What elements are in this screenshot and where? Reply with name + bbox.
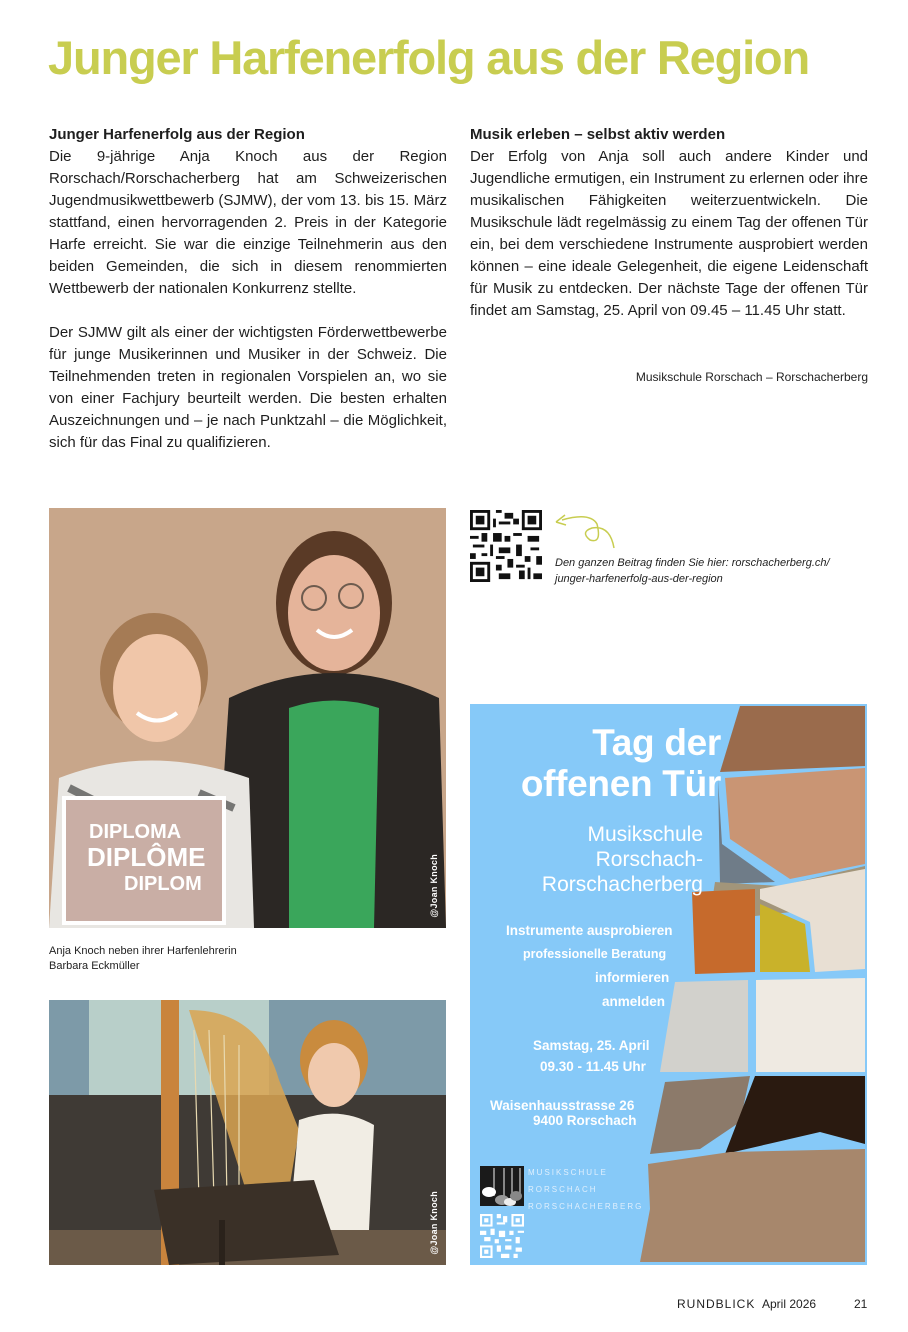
poster-school-name [542,822,703,897]
qr-code-icon[interactable] [470,510,542,582]
photo2-illustration [49,1000,446,1265]
photo-credit: @Joan Knoch [429,1191,439,1255]
article-paragraph: Die 9-jährige Anja Knoch aus der Region Rorschach/Rorschacherberg hat am Schweizerischen Jugendmusikwettbewerb (SJMW), der vom 13. bis 15. März stattfand, einen hervorragenden 2. Preis in der Kategorie Harfe erreicht. Sie war die einzige Teilnehmerin aus den beiden Gemeinden, die sich in diesem renommierten Wettbewerb der nationalen Konkurrenz stellte. [49,148,447,297]
page-number: 21 [854,1297,868,1311]
photo1-illustration [49,508,446,928]
open-day-poster [470,704,867,1265]
poster-street: Waisenhausstrasse 26 [490,1098,635,1113]
magazine-name: RUNDBLICK [677,1297,756,1311]
music-notes-icon [480,1166,524,1206]
music-school-logo-text [528,1164,643,1215]
article-link-text[interactable] [555,555,875,587]
link-line: junger-harfenerfolg-aus-der-region [555,573,723,585]
caption-line: Barbara Eckmüller [49,960,140,972]
poster-feature: professionelle Beratung [523,947,667,961]
poster-school-line: Musikschule [587,823,703,846]
poster-title [521,722,721,804]
page-headline: Junger Harfenerfolg aus der Region [48,31,809,84]
footer-issue: April 2026 [762,1297,817,1311]
poster-time: 09.30 - 11.45 Uhr [540,1059,646,1074]
article-left-column [49,124,447,454]
logo-text-line: MUSIKSCHULE [528,1168,608,1177]
logo-text-line: RORSCHACH [528,1185,598,1194]
photo-harp-performance [49,1000,446,1265]
section-heading: Musik erleben – selbst aktiv werden [470,126,726,143]
svg-text:DIPLÔME: DIPLÔME [87,842,206,872]
logo-text-line: RORSCHACHERBERG [528,1202,644,1211]
photo-credit: @Joan Knoch [429,854,439,918]
curved-arrow-icon [552,510,622,550]
article-paragraph: Der Erfolg von Anja soll auch andere Kinder und Jugendliche ermutigen, ein Instrument zu erlernen oder ihre musikalischen Fähigkeiten weiterzuentwickeln. Die Musikschule lädt regelmässig zu einem Tag der offenen Tür ein, bei dem verschiedene Instrumente ausprobiert werden können – eine ideale Gelegenheit, die eigene Leidenschaft für Musik zu entdecken. Der nächste Tage der offenen Tür findet am Samstag, 25. April von 09.45 – 11.45 Uhr statt. [470,148,868,319]
poster-title-line: offenen Tür [520,763,721,804]
article-paragraph: Der SJMW gilt als einer der wichtigsten Förderwettbewerbe für junge Musikerinnen und Musiker in der Schweiz. Die Teilnehmenden treten in regionalen Vorspielen an, wo sie von einer Fachjury beurteilt werden. Die besten erhalten Auszeichnungen und – je nach Punktzahl – die Möglichkeit, sich für das Final zu qualifizieren. [49,324,447,451]
poster-city: 9400 Rorschach [533,1113,637,1128]
footer-brand [677,1297,755,1311]
link-line: Den ganzen Beitrag finden Sie hier: rorschacherberg.ch/ [555,557,830,569]
article-link-block [470,510,870,590]
section-heading: Junger Harfenerfolg aus der Region [49,126,305,143]
poster-date: Samstag, 25. April [533,1038,650,1053]
poster-qr-code-icon[interactable] [480,1214,524,1258]
photo-student-with-teacher [49,508,446,928]
article-right-column [470,124,868,322]
poster-title-line: Tag der [592,722,721,763]
music-school-logo [480,1166,524,1206]
poster-feature: informieren [595,970,670,985]
poster-school-line: Rorschacherberg [541,873,703,896]
svg-text:DIPLOM: DIPLOM [124,873,202,895]
svg-text:DIPLOMA: DIPLOMA [89,821,182,843]
poster-school-line: Rorschach- [595,848,703,871]
caption-line: Anja Knoch neben ihrer Harfenlehrerin [49,945,237,957]
article-signature: Musikschule Rorschach – Rorschacherberg [635,370,868,384]
photo-caption [49,944,429,974]
poster-feature: Instrumente ausprobieren [506,923,673,938]
poster-feature: anmelden [602,994,666,1009]
